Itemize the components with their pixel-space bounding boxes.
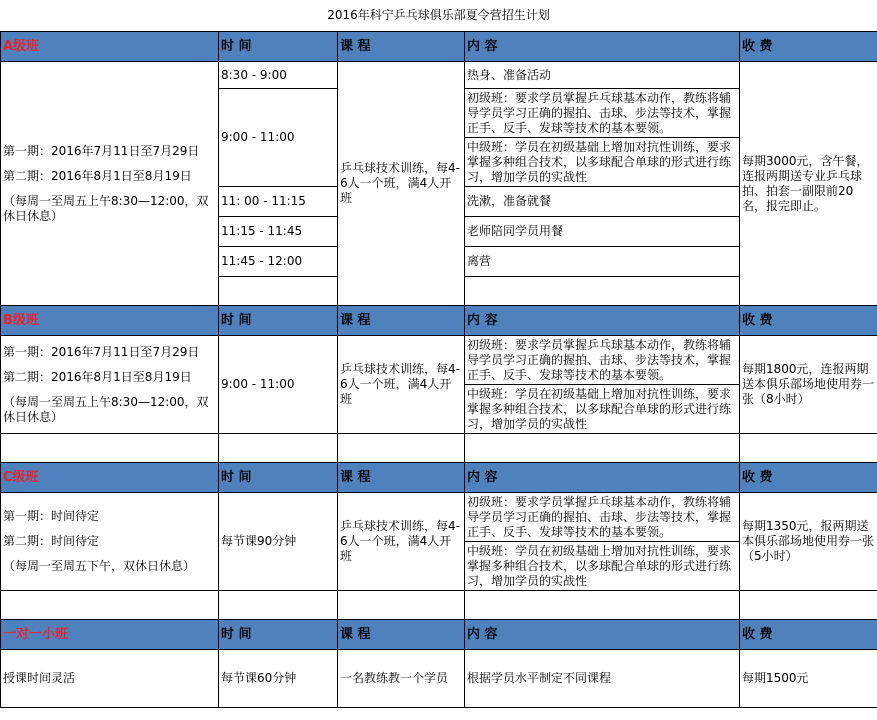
class-a-header-row (1, 32, 877, 62)
class-d-fee: 每期1500元 (740, 650, 877, 708)
class-b-name: B级班 (1, 306, 219, 336)
class-d-schedule: 授课时间灵活 (1, 650, 219, 708)
class-b-content-basic: 初级班：要求学员掌握乒乓球基本动作，教练将辅导学员学习正确的握拍、击球、步法等技术，掌握正手、反手、发球等技术的基本要领。 (465, 336, 740, 385)
class-a-course: 乒乓球技术训练，每4-6人一个班，满4人开班 (338, 62, 465, 306)
class-a-content-mid: 中级班：学员在初级基础上增加对抗性训练，要求掌握多种组合技术，以多球配合单球的形式进行练习，增加学员的实战性 (465, 138, 740, 187)
class-a-period2: 第二期：2016年8月1日至8月19日 (3, 168, 192, 183)
class-b-period2: 第二期：2016年8月1日至8月19日 (3, 369, 192, 384)
class-b-content-mid: 中级班：学员在初级基础上增加对抗性训练，要求掌握多种组合技术，以多球配合单球的形式进行练习，增加学员的实战性 (465, 385, 740, 434)
class-c-period1: 第一期：时间待定 (3, 509, 100, 523)
col-content-header: 内 容 (465, 306, 740, 336)
col-content-header: 内 容 (465, 463, 740, 493)
class-b-schedule (1, 336, 219, 434)
class-c-course: 乒乓球技术训练，每4-6人一个班，满4人开班 (338, 493, 465, 591)
class-b-note: （每周一至周五上午8:30—12:00，双休日休息） (3, 394, 209, 424)
col-course-header: 课 程 (338, 306, 465, 336)
class-a-time-4: 11:15 - 11:45 (219, 217, 338, 247)
class-a-note: （每周一至周五上午8:30—12:00，双休日休息） (3, 193, 209, 223)
page-title: 2016年科宁乒乓球俱乐部夏令营招生计划 (327, 8, 550, 22)
class-d-time: 每节课60分钟 (219, 650, 338, 708)
class-d-content: 根据学员水平制定不同课程 (465, 650, 740, 708)
class-c-name: C级班 (1, 463, 219, 493)
class-a-row (1, 62, 877, 89)
col-fee-header: 收 费 (740, 463, 877, 493)
col-content-header: 内 容 (465, 620, 740, 650)
class-a-time-5: 11:45 - 12:00 (219, 247, 338, 277)
col-course-header: 课 程 (338, 620, 465, 650)
col-content-header: 内 容 (465, 32, 740, 62)
class-b-time: 9:00 - 11:00 (219, 336, 338, 434)
col-time-header: 时 间 (219, 463, 338, 493)
class-d-name: 一对一小班 (1, 620, 219, 650)
col-course-header: 课 程 (338, 32, 465, 62)
col-fee-header: 收 费 (740, 620, 877, 650)
spacer-row (1, 591, 877, 620)
class-a-schedule (1, 62, 219, 306)
class-a-time-2: 9:00 - 11:00 (219, 89, 338, 187)
class-b-row (1, 336, 877, 385)
class-a-fee: 每期3000元，含午餐，连报两期送专业乒乓球拍、拍套一副限前20名，报完即止。 (740, 62, 877, 306)
class-a-content-5: 老师陪同学员用餐 (465, 217, 740, 247)
col-fee-header: 收 费 (740, 32, 877, 62)
class-c-note: （每周一至周五下午，双休日休息） (3, 559, 196, 573)
col-course-header: 课 程 (338, 463, 465, 493)
class-c-header-row (1, 463, 877, 493)
class-d-row (1, 650, 877, 708)
class-a-content-1: 热身、准备活动 (465, 62, 740, 89)
class-c-schedule (1, 493, 219, 591)
class-a-time-1: 8:30 - 9:00 (219, 62, 338, 89)
class-b-course: 乒乓球技术训练，每4-6人一个班，满4人开班 (338, 336, 465, 434)
class-c-content-mid: 中级班：学员在初级基础上增加对抗性训练，要求掌握多种组合技术，以多球配合单球的形式进行练习，增加学员的实战性 (465, 542, 740, 591)
class-c-content-basic: 初级班：要求学员掌握乒乓球基本动作，教练将辅导学员学习正确的握拍、击球、步法等技术，掌握正手、反手、发球等技术的基本要领。 (465, 493, 740, 542)
col-time-header: 时 间 (219, 306, 338, 336)
class-b-header-row (1, 306, 877, 336)
class-c-period2: 第二期：时间待定 (3, 534, 100, 548)
class-a-content-6: 离营 (465, 247, 740, 277)
class-b-period1: 第一期：2016年7月11日至7月29日 (3, 344, 200, 359)
class-d-header-row (1, 620, 877, 650)
class-a-period1: 第一期：2016年7月11日至7月29日 (3, 143, 200, 158)
class-a-name: A级班 (1, 32, 219, 62)
class-c-time: 每节课90分钟 (219, 493, 338, 591)
spacer-row (1, 434, 877, 463)
class-a-content-4: 洗漱，准备就餐 (465, 187, 740, 217)
class-b-fee: 每期1800元，连报两期送本俱乐部场地使用券一张（8小时） (740, 336, 877, 434)
col-fee-header: 收 费 (740, 306, 877, 336)
col-time-header: 时 间 (219, 32, 338, 62)
class-c-row (1, 493, 877, 542)
col-time-header: 时 间 (219, 620, 338, 650)
class-a-time-3: 11: 00 - 11:15 (219, 187, 338, 217)
enrollment-table (0, 31, 877, 708)
class-d-course: 一名教练教一个学员 (338, 650, 465, 708)
class-a-content-basic: 初级班：要求学员掌握乒乓球基本动作，教练将辅导学员学习正确的握拍、击球、步法等技术，掌握正手、反手、发球等技术的基本要领。 (465, 89, 740, 138)
class-c-fee: 每期1350元，报两期送本俱乐部场地使用券一张（5小时） (740, 493, 877, 591)
